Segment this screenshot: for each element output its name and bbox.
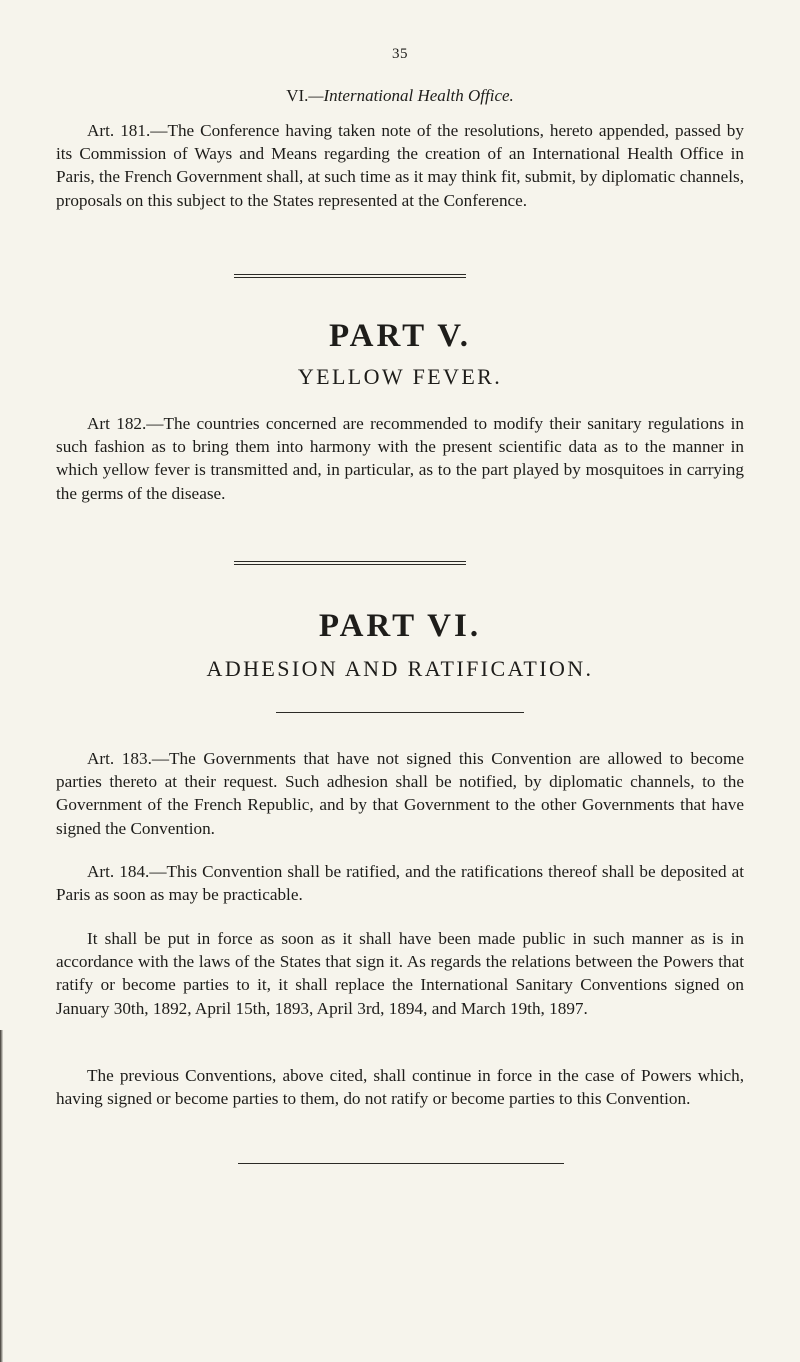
paragraph-previous-conventions: The previous Conventions, above cited, shall continue in force in the case of Powers which, having signed or become parties to them, do not ratify or become parties to this Convention. [56, 1066, 744, 1109]
page-number: 35 [392, 46, 408, 62]
divider-rule-bottom [234, 564, 466, 565]
section-heading-international-health-office [0, 86, 800, 106]
paragraph-entry-into-force: It shall be put in force as soon as it shall have been made public in such manner as is in accordance with the laws of the States that sign it. As regards the relations between the Powers that ratify or become parties to it, it shall replace the International Sanitary Conventions signed on January 30th, 1892, April 15th, 1893, April 3rd, 1894, and March 19th, 1897. [56, 929, 744, 1018]
divider-rule-bottom [234, 277, 466, 278]
article-183: Art. 183.—The Governments that have not signed this Convention are allowed to become parties thereto at their request. Such adhesion shall be notified, by diplomatic channels, to the Government of the French Republic, and by that Government to the other Governments that have signed the Convention. [56, 749, 744, 838]
part-v-subtitle: YELLOW FEVER. [297, 364, 503, 389]
article-181: Art. 181.—The Conference having taken note of the resolutions, hereto appended, passed by its Commission of Ways and Means regarding the creation of an International Health Office in Paris, the French Government shall, at such time as it may think fit, submit, by diplomatic channels, proposals on this subject to the States represented at the Conference. [56, 121, 744, 210]
section-number: VI. [286, 86, 309, 105]
part-vi-title: PART VI. [318, 608, 482, 644]
article-184: Art. 184.—This Convention shall be ratified, and the ratifications thereof shall be deposited at Paris as soon as may be practicable. [56, 862, 744, 905]
section-title: —International Health Office. [308, 86, 514, 105]
page-binding-edge [0, 1030, 3, 1362]
article-182: Art 182.—The countries concerned are recommended to modify their sanitary regulations in such fashion as to bring them into harmony with the present scientific data as to the manner in which yellow fever is transmitted and, in particular, as to the part played by mosquitoes in carrying the germs of the disease. [56, 414, 744, 503]
divider-rule-short [276, 712, 524, 713]
part-vi-subtitle: ADHESION AND RATIFICATION. [206, 656, 594, 681]
divider-rule-top [234, 274, 466, 275]
part-v-title: PART V. [328, 318, 472, 354]
divider-rule-top [234, 561, 466, 562]
closing-rule [238, 1163, 564, 1164]
